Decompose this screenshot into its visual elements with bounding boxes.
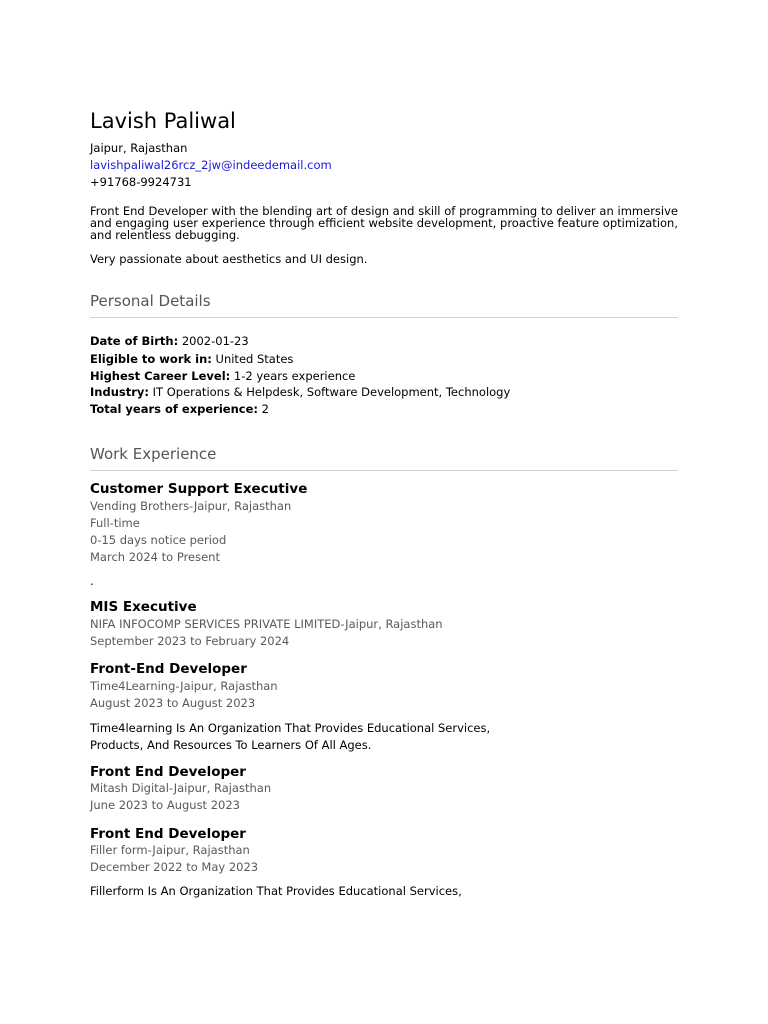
summary-paragraph: Front End Developer with the blending art of design and skill of programming to deliver an immersive and engaging user experience through efficient website development, proactive feature optimization, and relentless debugging. bbox=[90, 204, 678, 242]
detail-date-of-birth bbox=[90, 334, 249, 348]
job-description-line: Products, And Resources To Learners Of All Ages. bbox=[90, 738, 372, 752]
section-title-work-experience: Work Experience bbox=[90, 445, 217, 463]
job-title: Front End Developer bbox=[90, 826, 246, 842]
detail-label: Highest Career Level: bbox=[90, 369, 231, 383]
job-dates: December 2022 to May 2023 bbox=[90, 860, 259, 874]
job-dates: August 2023 to August 2023 bbox=[90, 696, 256, 710]
section-title-personal-details: Personal Details bbox=[90, 292, 211, 310]
detail-value: 1-2 years experience bbox=[233, 369, 356, 383]
detail-value: 2 bbox=[261, 402, 269, 416]
job-company: Time4Learning-Jaipur, Rajasthan bbox=[90, 679, 278, 693]
job-description-line: Time4learning Is An Organization That Provides Educational Services, bbox=[90, 721, 491, 735]
job-description: . bbox=[90, 574, 94, 588]
job-title: Front End Developer bbox=[90, 764, 246, 780]
detail-value: 2002-01-23 bbox=[181, 334, 249, 348]
job-description-line: Fillerform Is An Organization That Provides Educational Services, bbox=[90, 884, 462, 898]
candidate-phone: +91768-9924731 bbox=[90, 175, 192, 189]
job-dates: September 2023 to February 2024 bbox=[90, 634, 290, 648]
job-dates: March 2024 to Present bbox=[90, 550, 220, 564]
detail-industry bbox=[90, 385, 510, 399]
job-company: NIFA INFOCOMP SERVICES PRIVATE LIMITED-Jaipur, Rajasthan bbox=[90, 617, 443, 631]
detail-total-experience bbox=[90, 402, 269, 416]
candidate-location: Jaipur, Rajasthan bbox=[90, 141, 188, 155]
detail-value: United States bbox=[215, 352, 294, 366]
detail-eligible-to-work bbox=[90, 352, 293, 366]
job-title: Customer Support Executive bbox=[90, 481, 308, 497]
detail-label: Date of Birth: bbox=[90, 334, 179, 348]
detail-label: Total years of experience: bbox=[90, 402, 258, 416]
candidate-email-link[interactable]: lavishpaliwal26rcz_2jw@indeedemail.com bbox=[90, 158, 332, 172]
job-dates: June 2023 to August 2023 bbox=[90, 798, 240, 812]
detail-value: IT Operations & Helpdesk, Software Development, Technology bbox=[152, 385, 511, 399]
job-title: MIS Executive bbox=[90, 599, 197, 615]
job-notice-period: 0-15 days notice period bbox=[90, 533, 227, 547]
job-company: Filler form-Jaipur, Rajasthan bbox=[90, 843, 250, 857]
detail-career-level bbox=[90, 369, 355, 383]
section-divider bbox=[90, 317, 678, 318]
job-company: Vending Brothers-Jaipur, Rajasthan bbox=[90, 499, 292, 513]
section-divider bbox=[90, 470, 678, 471]
detail-label: Eligible to work in: bbox=[90, 352, 212, 366]
detail-label: Industry: bbox=[90, 385, 149, 399]
job-title: Front-End Developer bbox=[90, 661, 247, 677]
job-type: Full-time bbox=[90, 516, 140, 530]
job-company: Mitash Digital-Jaipur, Rajasthan bbox=[90, 781, 272, 795]
candidate-name: Lavish Paliwal bbox=[90, 109, 236, 133]
summary-note: Very passionate about aesthetics and UI design. bbox=[90, 252, 368, 266]
